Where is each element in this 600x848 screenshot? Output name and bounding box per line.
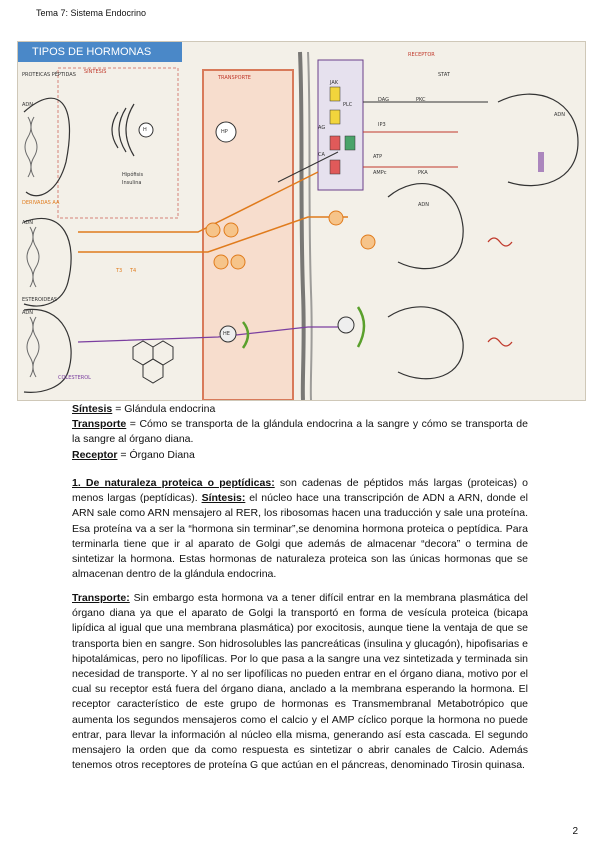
label-ip3: IP3 <box>378 122 386 128</box>
label-pka: PKA <box>418 170 428 176</box>
label-plc: PLC <box>343 102 353 108</box>
label-adn-1: ADN <box>22 102 34 108</box>
label-he: HE <box>223 331 230 337</box>
term-receptor: Receptor <box>72 448 118 461</box>
label-adn-5: ADN <box>554 112 566 118</box>
def-receptor: = Órgano Diana <box>117 448 195 461</box>
section-proteicas-text1: son cadenas de péptidos más largas (proteicas) o menos largas (peptídicas). <box>72 477 529 505</box>
label-esteroideas: ESTEROIDEAS <box>22 297 58 303</box>
label-atp: ATP <box>373 154 383 160</box>
label-jak: JAK <box>330 80 339 86</box>
label-t4: T4 <box>130 268 137 274</box>
label-adn-3: ADN <box>22 310 34 316</box>
label-sintesis: SÍNTESIS <box>84 69 107 75</box>
label-derivadas: DERIVADAS AA <box>22 200 60 206</box>
label-adn-4: ADN <box>418 202 430 208</box>
section-transporte-text: Sin embargo esta hormona va a tener difícil entrar en la membrana plasmática del órgano diana ya que el aparato de Golgi la transportó en forma de vesícula proteica (bicapa lipídica al igual que una membrana plasmática) por exocitosis, aunque tiene la ventaja de que se transporta bien en sangre. Son hidrosolubles las pancreáticas (insulina y glucagón), hipofisarias e hipotalámicas, pero no lipofílicas. Por lo que pasa a la sangre una vez sintetizada y terminada sin necesidad de transporte. Y al no ser lipofílicas no pueden entrar en el órgano diana, motivo por el cual su receptor está fuera del órgano diana, anclado a la membrana esperando la hormona. El receptor característico de este grupo de hormonas es Transmembranal Metabotrópico que aumenta los segundos mensajeros como el calcio y el AMP cíclico porque la hormona no puede entrar, para llevar la información al núcleo ella misma, generando así esta cascada. El segundo mensajero la orden que da como respuesta es sintetizar o abrir canales de Calcio. Además tenemos otros receptores de proteína G que actúan en el páncreas, denominado Tirosin quinasa. <box>72 592 528 772</box>
label-dag: DAG <box>378 97 389 103</box>
definition-sintesis <box>72 402 528 417</box>
label-receptor: RECEPTOR <box>408 52 435 58</box>
label-h: H <box>143 127 147 133</box>
page-header: Tema 7: Sistema Endocrino <box>36 8 147 18</box>
label-adn-2: ADN <box>22 220 34 226</box>
label-colesterol: COLESTEROL <box>58 375 91 381</box>
section-proteicas-text2: el núcleo hace una transcripción de ADN a ARN, donde el ARN sale como ARN mensajero al RER, los ribosomas hacen una traducción y sale una proteína. Esa proteína va a ser la “hormona sin terminar”,se denomina hormona proteica o peptídica. Para terminarla tiene que ir al aparato de Golgi que además de almacenar “decora” o termina de sintetizar la hormona. Estas hormonas de naturaleza proteica son las únicas hormonas que se almacenan dentro de la glándula endocrina. <box>72 492 528 581</box>
definitions <box>72 402 528 463</box>
label-proteicas: PROTEICAS PÉPTIDAS <box>22 72 76 78</box>
section-transporte <box>72 591 528 773</box>
label-ampc: AMPc <box>373 170 387 176</box>
diagram-drawing <box>18 42 585 400</box>
def-transporte: = Cómo se transporta de la glándula endocrina a la sangre y cómo se transporta de la sangre al órgano diana. <box>72 418 528 446</box>
definition-transporte <box>72 417 528 447</box>
label-g: AG <box>318 125 326 131</box>
section-proteicas-sintesis-label: Síntesis: <box>201 492 246 505</box>
label-transporte: TRANSPORTE <box>218 75 251 81</box>
definition-receptor <box>72 448 528 463</box>
term-sintesis: Síntesis <box>72 403 113 415</box>
term-transporte: Transporte <box>72 418 127 431</box>
label-ac: CA <box>318 152 325 158</box>
section-proteicas-heading: 1. De naturaleza proteica o peptídicas: <box>72 477 275 489</box>
label-pkc: PKC <box>416 97 426 103</box>
def-sintesis: = Glándula endocrina <box>112 403 216 415</box>
hormone-types-diagram <box>17 41 586 401</box>
section-proteicas <box>72 476 528 582</box>
label-stat: STAT <box>438 72 450 78</box>
page-number: 2 <box>572 826 578 837</box>
label-t3: T3 <box>116 268 123 274</box>
label-hp: HP <box>221 129 228 135</box>
label-hipofisis: Hipófisis <box>122 172 144 178</box>
figure-title: TIPOS DE HORMONAS <box>18 42 182 62</box>
section-transporte-label: Transporte: <box>72 592 130 604</box>
label-insulina: Insulina <box>122 180 142 186</box>
